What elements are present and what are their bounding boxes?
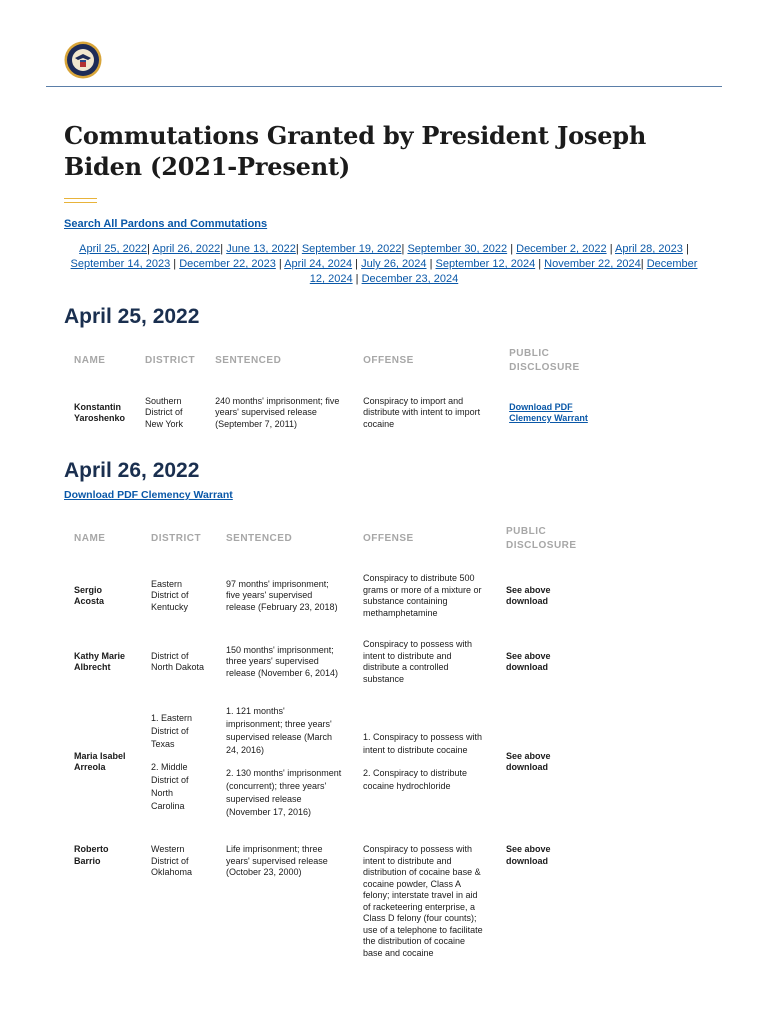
jump-link[interactable]: December 23, 2024 bbox=[361, 273, 459, 285]
offense-item: 1. Conspiracy to possess with intent to distribute cocaine bbox=[363, 732, 483, 755]
commutations-table-april-26 bbox=[64, 518, 596, 972]
district-item: 2. Middle District of North Carolina bbox=[151, 761, 189, 811]
cell-disclosure: See above download bbox=[506, 584, 551, 606]
page-title: Commutations Granted by President Joseph Biden (2021-Present) bbox=[64, 121, 647, 181]
col-header-disclosure: PUBLIC DISCLOSURE bbox=[509, 348, 580, 373]
cell-disclosure: See above download bbox=[506, 844, 551, 866]
table-row bbox=[64, 632, 596, 692]
district-item: 1. Eastern District of Texas bbox=[151, 712, 193, 749]
cell-name: Konstantin Yaroshenko bbox=[74, 401, 126, 423]
col-header-offense: OFFENSE bbox=[363, 533, 414, 544]
cell-offense: Conspiracy to distribute 500 grams or more of a mixture or substance containing methamphetamine bbox=[363, 573, 482, 618]
col-header-offense: OFFENSE bbox=[363, 355, 414, 366]
commutations-table-april-25 bbox=[64, 340, 599, 444]
cell-name: Sergio Acosta bbox=[74, 584, 105, 606]
title-accent-rule bbox=[64, 198, 97, 203]
jump-link[interactable]: July 26, 2024 bbox=[361, 258, 427, 270]
jump-link[interactable]: September 19, 2022 bbox=[301, 243, 402, 255]
jump-link[interactable]: December 22, 2023 bbox=[179, 258, 276, 270]
jump-link[interactable]: September 14, 2023 bbox=[70, 258, 171, 270]
cell-district: District of North Dakota bbox=[151, 650, 205, 672]
jump-link[interactable]: April 28, 2023 bbox=[615, 243, 683, 255]
offense-item: 2. Conspiracy to distribute cocaine hydrochloride bbox=[363, 768, 468, 791]
col-header-district: DISTRICT bbox=[145, 355, 196, 366]
section-heading-april-26: April 26, 2022 bbox=[64, 459, 200, 482]
col-header-sentenced: SENTENCED bbox=[215, 355, 282, 366]
header-divider bbox=[46, 86, 722, 87]
jump-link[interactable]: June 13, 2022 bbox=[226, 243, 296, 255]
cell-name: Roberto Barrio bbox=[74, 844, 109, 866]
clemency-warrant-download-link[interactable]: Download PDF Clemency Warrant bbox=[64, 489, 233, 501]
jump-link[interactable]: September 12, 2024 bbox=[435, 258, 536, 270]
cell-district: Southern District of New York bbox=[145, 395, 184, 429]
jump-link[interactable]: April 26, 2022 bbox=[152, 243, 221, 255]
table-header-row bbox=[64, 340, 599, 382]
jump-link[interactable]: September 30, 2022 bbox=[407, 243, 508, 255]
cell-district bbox=[141, 692, 216, 832]
cell-offense: Conspiracy to possess with intent to distribute and distribute a controlled substance bbox=[363, 639, 473, 684]
clemency-warrant-link[interactable]: Download PDF Clemency Warrant bbox=[509, 401, 588, 423]
cell-district: Western District of Oklahoma bbox=[151, 844, 193, 877]
jump-link[interactable]: December 2, 2022 bbox=[516, 243, 607, 255]
jump-link[interactable]: April 24, 2024 bbox=[284, 258, 353, 270]
cell-district: Eastern District of Kentucky bbox=[151, 578, 189, 612]
site-header bbox=[0, 0, 768, 88]
cell-sentenced: 97 months' imprisonment; five years' supervised release (February 23, 2018) bbox=[226, 578, 338, 612]
table-row bbox=[64, 560, 596, 632]
sentence-item: 1. 121 months' imprisonment; three years' supervised release (March 24, 2016) bbox=[226, 706, 333, 755]
col-header-name: NAME bbox=[74, 533, 106, 544]
jump-link[interactable]: April 25, 2022 bbox=[79, 243, 148, 255]
col-header-sentenced: SENTENCED bbox=[226, 533, 293, 544]
sentence-item: 2. 130 months' imprisonment (concurrent); three years' supervised release (November 17, 2016) bbox=[226, 768, 342, 817]
jump-link[interactable]: December 12, 2024 bbox=[309, 258, 698, 285]
cell-disclosure bbox=[499, 382, 599, 444]
cell-name: Maria Isabel Arreola bbox=[74, 750, 126, 772]
cell-sentenced bbox=[216, 692, 353, 832]
col-header-district: DISTRICT bbox=[151, 533, 202, 544]
doj-seal-icon[interactable] bbox=[64, 41, 102, 79]
table-row bbox=[64, 832, 596, 972]
table-row bbox=[64, 382, 599, 444]
search-pardons-link[interactable]: Search All Pardons and Commutations bbox=[64, 218, 268, 230]
jump-link[interactable]: November 22, 2024 bbox=[544, 258, 641, 270]
col-header-disclosure: PUBLIC DISCLOSURE bbox=[506, 526, 577, 551]
col-header-name: NAME bbox=[74, 355, 106, 366]
section-heading-april-25: April 25, 2022 bbox=[64, 305, 200, 328]
cell-offense bbox=[353, 692, 496, 832]
cell-sentenced: Life imprisonment; three years' supervised release (October 23, 2000) bbox=[226, 844, 328, 877]
cell-name: Kathy Marie Albrecht bbox=[74, 650, 126, 672]
table-header-row bbox=[64, 518, 596, 560]
cell-sentenced: 150 months' imprisonment; three years' supervised release (November 6, 2014) bbox=[226, 644, 339, 678]
cell-sentenced: 240 months' imprisonment; five years' supervised release (September 7, 2011) bbox=[215, 395, 340, 429]
table-row bbox=[64, 692, 596, 832]
cell-disclosure: See above download bbox=[506, 650, 551, 672]
cell-offense: Conspiracy to possess with intent to distribute and distribution of cocaine base & cocaine powder, Class A felony; interstate travel in aid of racketeering enterprise, a Class D felony (four counts); use of a telephone to facilitate the distribution of cocaine base and cocaine bbox=[363, 844, 483, 958]
cell-disclosure: See above download bbox=[506, 750, 551, 772]
cell-offense: Conspiracy to import and distribute with intent to import cocaine bbox=[363, 395, 481, 429]
date-jump-nav: April 25, 2022| April 26, 2022| June 13, 2022| September 19, 2022| September 30, 2022 | December 2, 2022 | April 28, 2023 | September 14, 2023 | December 22, 2023 | April 24, 2024 | July 26, 2024 | September 12, 2024 | November 22, 2024| December 12, 2024 | December 23, 2024 bbox=[70, 243, 698, 285]
